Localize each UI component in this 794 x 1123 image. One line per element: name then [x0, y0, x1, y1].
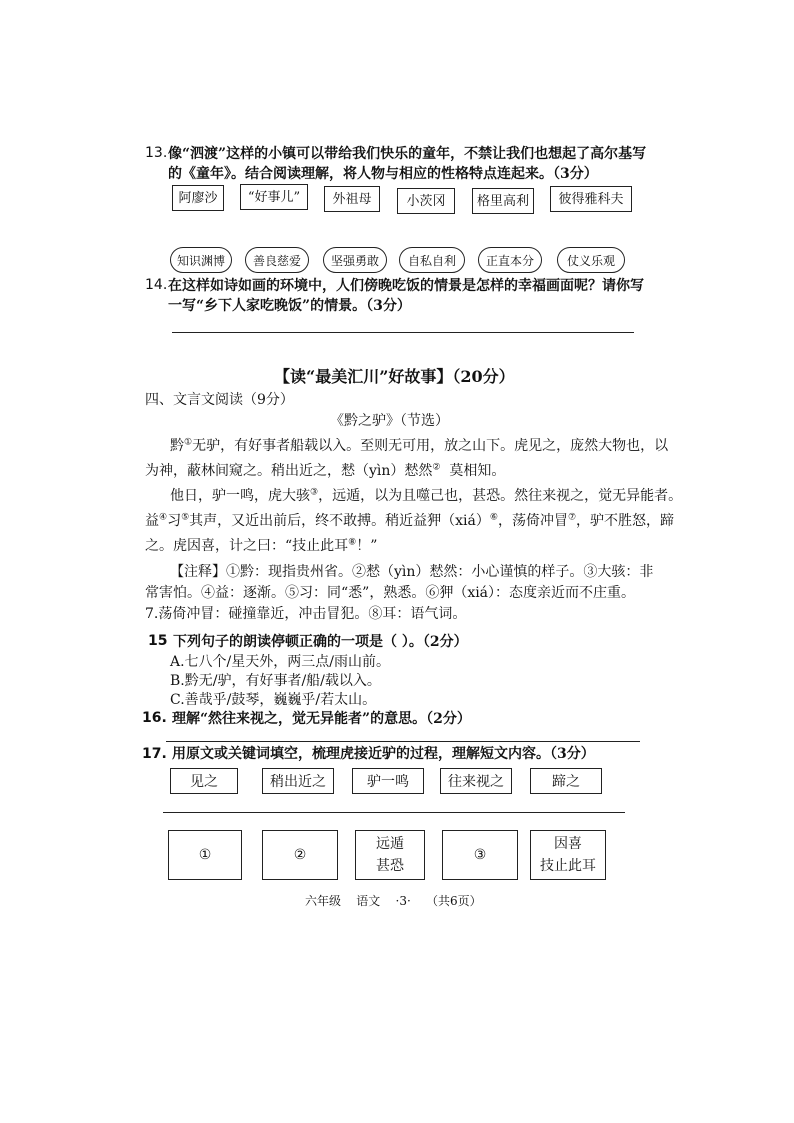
q17-number: 17.: [142, 746, 167, 762]
q17-stem: 用原文或关键词填空，梳理虎接近驴的过程，理解短文内容。（3分）: [172, 746, 595, 762]
q13-stem-line1: 像“泗渡”这样的小镇可以带给我们快乐的童年，不禁让我们也想起了高尔基写: [168, 146, 647, 162]
q17-top-box: 蹄之: [530, 768, 602, 794]
q15-stem: 下列句子的朗读停顿正确的一项是（ ）。（2分）: [173, 634, 468, 650]
q17-given-box: 远遁 甚恐: [355, 830, 425, 880]
passage-line1: 黔①无驴，有好事者船载以入。至则无可用，放之山下。虎见之，庞然大物也，以: [170, 437, 669, 454]
character-box[interactable]: “好事儿”: [240, 184, 308, 210]
notes-line1: 【注释】①黔：现指贵州省。②慭（yìn）慭然：小心谨慎的样子。③大骇：非: [170, 564, 654, 580]
q17-blank-box[interactable]: ②: [262, 830, 338, 880]
trait-pill[interactable]: 仗义乐观: [557, 247, 625, 273]
passage-line3: 他日，驴一鸣，虎大骇③，远遁，以为且噬己也，甚恐。然往来视之，觉无异能者。: [170, 487, 683, 504]
trait-pill[interactable]: 善良慈爱: [245, 247, 309, 273]
trait-pill[interactable]: 自私自利: [399, 247, 465, 273]
trait-pill[interactable]: 正直本分: [478, 247, 542, 273]
notes-line2: 常害怕。④益：逐渐。⑤习：同“悉”，熟悉。⑥狎（xiá）：态度亲近而不庄重。: [145, 585, 636, 601]
q16-stem: 理解“然往来视之，觉无异能者”的意思。（2分）: [172, 711, 471, 727]
page-footer: 六年级 语文 ·3· （共6页）: [305, 894, 482, 908]
q13-number: 13.: [145, 145, 168, 161]
q14-answer-line[interactable]: [172, 332, 634, 333]
q14-stem-line1: 在这样如诗如画的环境中，人们傍晚吃饭的情景是怎样的幸福画面呢？请你写: [168, 278, 644, 294]
character-box[interactable]: 阿廖沙: [172, 185, 224, 211]
q16-number: 16.: [142, 710, 167, 726]
part-title: 四、文言文阅读（9分）: [145, 392, 294, 408]
q17-top-box: 见之: [170, 768, 238, 794]
q14-number: 14.: [145, 277, 168, 293]
q17-blank-box[interactable]: ①: [168, 830, 242, 880]
q15-number: 15: [148, 633, 168, 649]
character-box[interactable]: 小茨冈: [397, 188, 455, 214]
q13-stem-line2: 的《童年》。结合阅读理解，将人物与相应的性格特点连起来。（3分）: [168, 166, 598, 182]
q17-top-box: 稍出近之: [262, 768, 334, 794]
passage-line2: 为神，蔽林间窥之。稍出近之，慭（yìn）慭然② 莫相知。: [145, 462, 506, 479]
notes-line3: 7.荡倚冲冒：碰撞靠近，冲击冒犯。⑧耳：语气词。: [145, 606, 467, 622]
passage-line4: 益④习⑤其声，又近出前后，终不敢搏。稍近益狎（xiá）⑥，荡倚冲冒⑦，驴不胜怒，蹄: [145, 512, 675, 529]
character-box[interactable]: 格里高利: [472, 188, 534, 214]
q17-top-box: 驴一鸣: [352, 768, 424, 794]
passage-line5: 之。虎因喜，计之曰：“技止此耳⑧！”: [145, 537, 378, 554]
q17-timeline: [163, 812, 625, 813]
q16-answer-line[interactable]: [166, 741, 640, 742]
q17-blank-box[interactable]: ③: [442, 830, 518, 880]
q15-option-c[interactable]: C.善哉乎/鼓琴，巍巍乎/若太山。: [170, 692, 377, 708]
q15-option-a[interactable]: A.七八个/星天外，两三点/雨山前。: [170, 654, 390, 670]
trait-pill[interactable]: 坚强勇敢: [323, 247, 387, 273]
trait-pill[interactable]: 知识渊博: [170, 247, 232, 273]
q15-option-b[interactable]: B.黔无/驴，有好事者/船/载以入。: [170, 673, 381, 689]
q17-top-box: 往来视之: [440, 768, 512, 794]
passage-title: 《黔之驴》（节选）: [330, 413, 449, 429]
q14-stem-line2: 一写“乡下人家吃晚饭”的情景。（3分）: [168, 298, 411, 314]
section-title: 【读“最美汇川”好故事】（20分）: [274, 367, 515, 386]
character-box[interactable]: 彼得雅科夫: [550, 186, 632, 212]
character-box[interactable]: 外祖母: [324, 186, 380, 212]
q17-given-box: 因喜 技止此耳: [530, 830, 606, 880]
